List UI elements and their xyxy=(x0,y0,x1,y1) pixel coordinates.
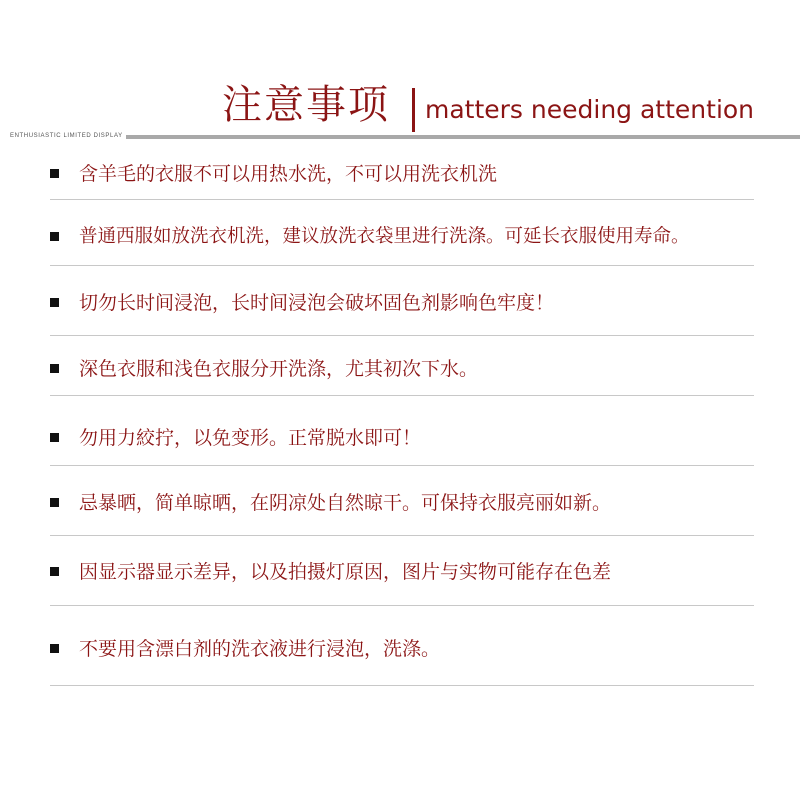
divider xyxy=(50,395,754,396)
note-text: 忌暴晒，简单晾晒，在阴凉处自然晾干。可保持衣服亮丽如新。 xyxy=(79,492,612,514)
bullet-square-icon xyxy=(50,364,59,373)
note-item xyxy=(0,482,800,522)
bullet-square-icon xyxy=(50,498,59,507)
divider xyxy=(50,535,754,536)
divider xyxy=(50,335,754,336)
note-text: 含羊毛的衣服不可以用热水洗，不可以用洗衣机洗 xyxy=(79,163,498,185)
note-item xyxy=(0,348,800,388)
title-english: matters needing attention xyxy=(425,95,755,124)
header-sub-label: ENTHUSIASTIC LIMITED DISPLAY xyxy=(10,133,123,139)
divider xyxy=(50,199,754,200)
header-rule xyxy=(126,135,800,139)
bullet-square-icon xyxy=(50,433,59,442)
note-text: 普通西服如放洗衣机洗，建议放洗衣袋里进行洗涤。可延长衣服使用寿命。 xyxy=(79,226,690,247)
bullet-square-icon xyxy=(50,298,59,307)
bullet-square-icon xyxy=(50,232,59,241)
title-chinese: 注意事项 xyxy=(222,82,390,128)
bullet-square-icon xyxy=(50,169,59,178)
note-item xyxy=(0,417,800,457)
note-text: 勿用力絞拧，以免变形。正常脱水即可！ xyxy=(79,427,422,449)
bullet-square-icon xyxy=(50,644,59,653)
divider xyxy=(50,605,754,606)
divider xyxy=(50,465,754,466)
bullet-square-icon xyxy=(50,567,59,576)
note-text: 因显示器显示差异，以及拍摄灯原因，图片与实物可能存在色差 xyxy=(79,561,612,583)
title-separator xyxy=(412,88,415,132)
note-item xyxy=(0,216,800,256)
note-text: 不要用含漂白剂的洗衣液进行浸泡，洗涤。 xyxy=(79,638,441,660)
divider xyxy=(50,265,754,266)
note-text: 深色衣服和浅色衣服分开洗涤，尤其初次下水。 xyxy=(79,358,479,380)
note-item xyxy=(0,282,800,322)
note-text: 切勿长时间浸泡，长时间浸泡会破坏固色剂影响色牢度！ xyxy=(79,292,555,314)
note-item xyxy=(0,153,800,193)
divider xyxy=(50,685,754,686)
note-item xyxy=(0,551,800,591)
note-item xyxy=(0,628,800,668)
